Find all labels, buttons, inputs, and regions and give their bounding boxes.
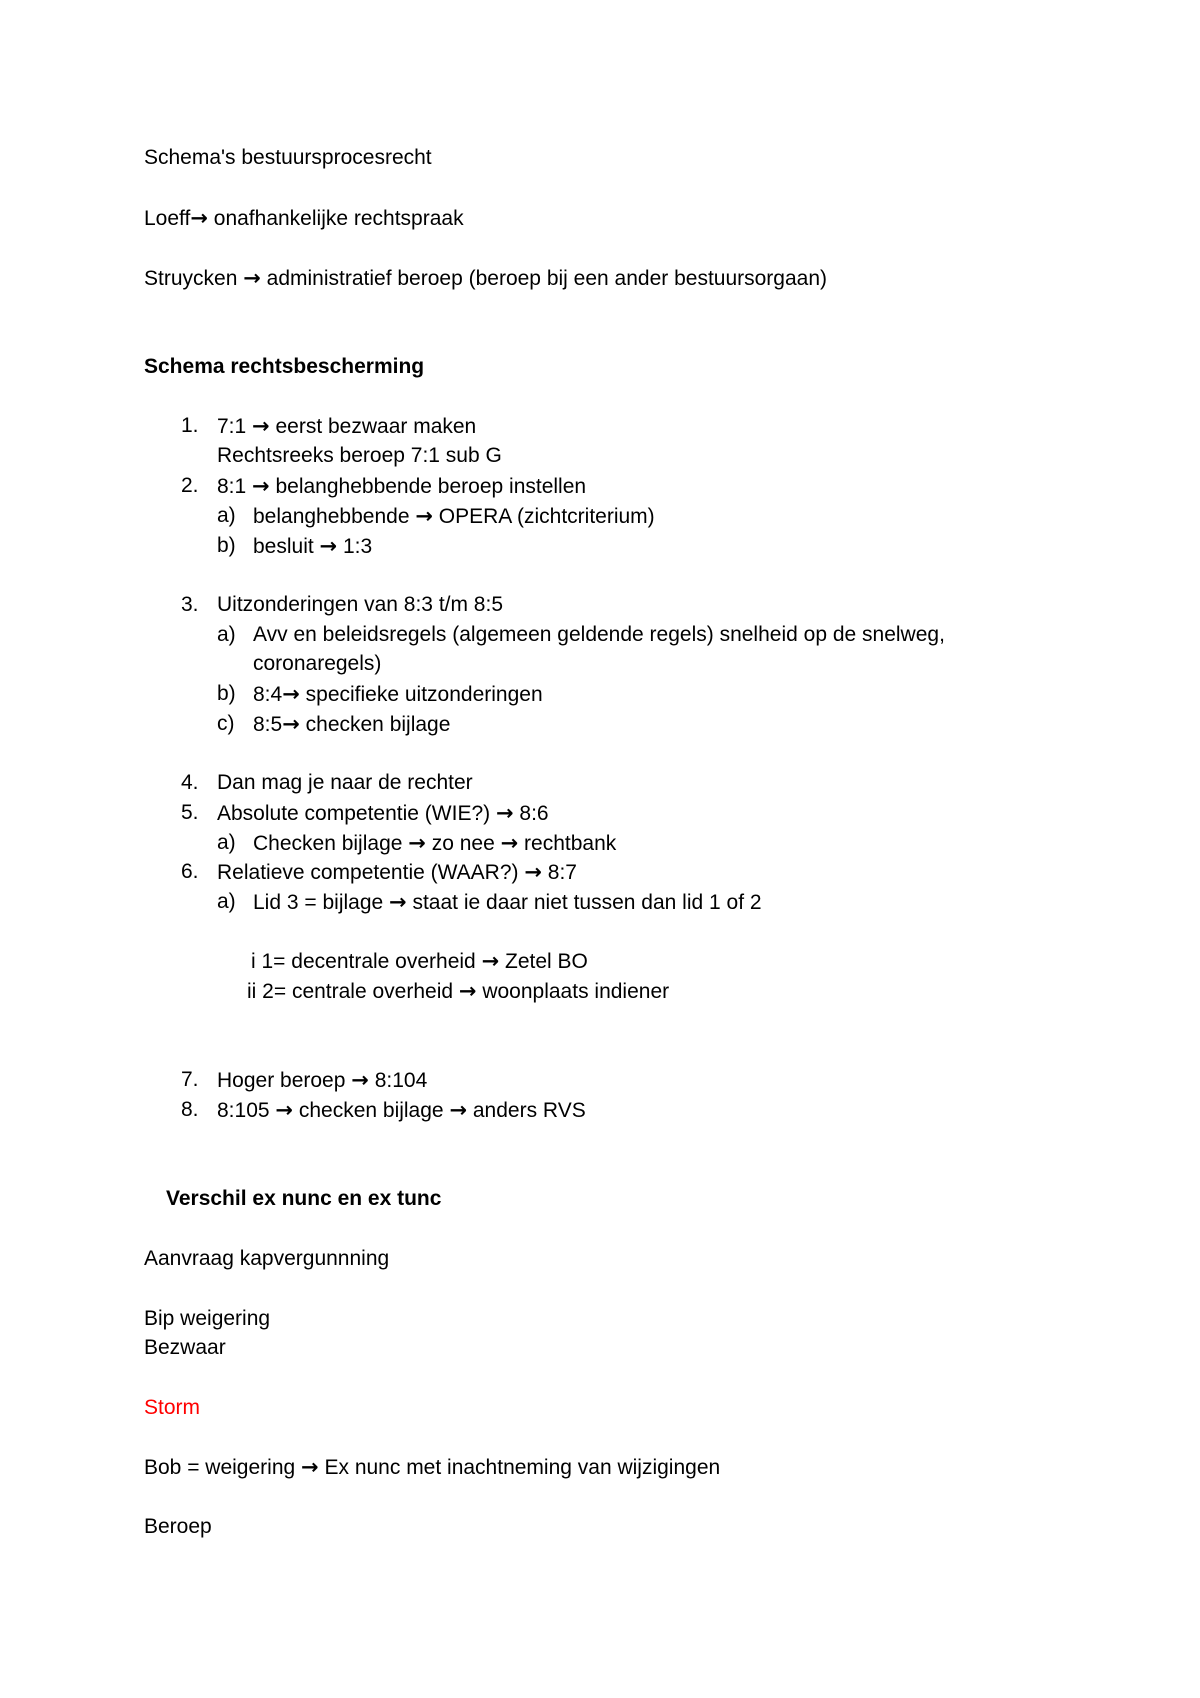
list-item: Absolute competentie (WIE?) → 8:6	[217, 801, 549, 825]
arrow-right-icon: →	[495, 801, 514, 825]
list-item: Hoger beroep → 8:104	[217, 1068, 428, 1092]
paragraph-bip: Bip weigering	[144, 1307, 271, 1330]
arrow-right-icon: →	[458, 979, 477, 1003]
sub-list-item: 8:5→ checken bijlage	[253, 712, 451, 736]
list-number: 2.	[181, 474, 199, 497]
arrow-right-icon: →	[252, 414, 270, 438]
sub-list-item: belanghebbende → OPERA (zichtcriterium)	[253, 504, 655, 528]
sub-list-marker: b)	[217, 682, 236, 705]
list-item: 8:1 → belanghebbende beroep instellen	[217, 474, 587, 498]
sub-list-marker: b)	[217, 534, 236, 557]
arrow-right-icon: →	[389, 890, 407, 914]
arrow-right-icon: →	[351, 1068, 369, 1092]
section-heading-rechtsbescherming: Schema rechtsbescherming	[144, 355, 425, 378]
arrow-right-icon: →	[415, 504, 433, 528]
list-item: Relatieve competentie (WAAR?) → 8:7	[217, 860, 577, 884]
list-number: 6.	[181, 860, 199, 883]
arrow-right-icon: →	[481, 949, 500, 973]
sub-list-item: Avv en beleidsregels (algemeen geldende regels) snelheid op de snelweg,	[253, 623, 945, 646]
list-number: 5.	[181, 801, 199, 824]
sub-list-item: Checken bijlage → zo nee → rechtbank	[253, 831, 617, 855]
list-number: 8.	[181, 1098, 199, 1121]
paragraph-bob: Bob = weigering → Ex nunc met inachtneming van wijzigingen	[144, 1455, 721, 1479]
paragraph-bezwaar: Bezwaar	[144, 1336, 226, 1359]
arrow-right-icon: →	[301, 1455, 319, 1479]
list-item: 8:105 → checken bijlage → anders RVS	[217, 1098, 586, 1122]
arrow-right-icon: →	[252, 474, 270, 498]
arrow-right-icon: →	[408, 831, 426, 855]
sub-list-item: Lid 3 = bijlage → staat ie daar niet tussen dan lid 1 of 2	[253, 890, 762, 914]
list-item-continuation: Rechtsreeks beroep 7:1 sub G	[217, 444, 502, 467]
list-number: 4.	[181, 771, 199, 794]
arrow-right-icon: →	[449, 1098, 468, 1122]
list-number: 3.	[181, 593, 199, 616]
sub-list-marker: a)	[217, 831, 236, 854]
intro-loeff: Loeff→ onafhankelijke rechtspraak	[144, 206, 464, 230]
arrow-right-icon: →	[282, 712, 300, 736]
paragraph-beroep: Beroep	[144, 1515, 212, 1538]
document-title: Schema's bestuursprocesrecht	[144, 146, 432, 169]
arrow-right-icon: →	[500, 831, 519, 855]
list-item: Uitzonderingen van 8:3 t/m 8:5	[217, 593, 504, 616]
arrow-right-icon: →	[524, 860, 542, 884]
sub-list-marker: a)	[217, 890, 236, 913]
sub-sub-item: i 1= decentrale overheid → Zetel BO	[251, 949, 588, 973]
arrow-right-icon: →	[243, 266, 261, 290]
list-item: Dan mag je naar de rechter	[217, 771, 473, 794]
arrow-right-icon: →	[190, 206, 208, 230]
sub-list-marker: a)	[217, 623, 236, 646]
sub-list-item-continuation: coronaregels)	[253, 652, 382, 675]
arrow-right-icon: →	[275, 1098, 293, 1122]
sub-list-marker: c)	[217, 712, 235, 735]
list-number: 7.	[181, 1068, 199, 1091]
sub-list-item: besluit → 1:3	[253, 534, 373, 558]
list-item: 7:1 → eerst bezwaar maken	[217, 414, 477, 438]
arrow-right-icon: →	[319, 534, 338, 558]
intro-struycken: Struycken → administratief beroep (beroep bij een ander bestuursorgaan)	[144, 266, 828, 290]
sub-list-item: 8:4→ specifieke uitzonderingen	[253, 682, 543, 706]
arrow-right-icon: →	[282, 682, 300, 706]
sub-sub-item: ii 2= centrale overheid → woonplaats indiener	[247, 979, 670, 1003]
list-number: 1.	[181, 414, 199, 437]
sub-list-marker: a)	[217, 504, 236, 527]
paragraph-storm: Storm	[144, 1396, 201, 1419]
section-heading-ex-nunc: Verschil ex nunc en ex tunc	[166, 1187, 442, 1210]
paragraph-aanvraag: Aanvraag kapvergunnning	[144, 1247, 390, 1270]
